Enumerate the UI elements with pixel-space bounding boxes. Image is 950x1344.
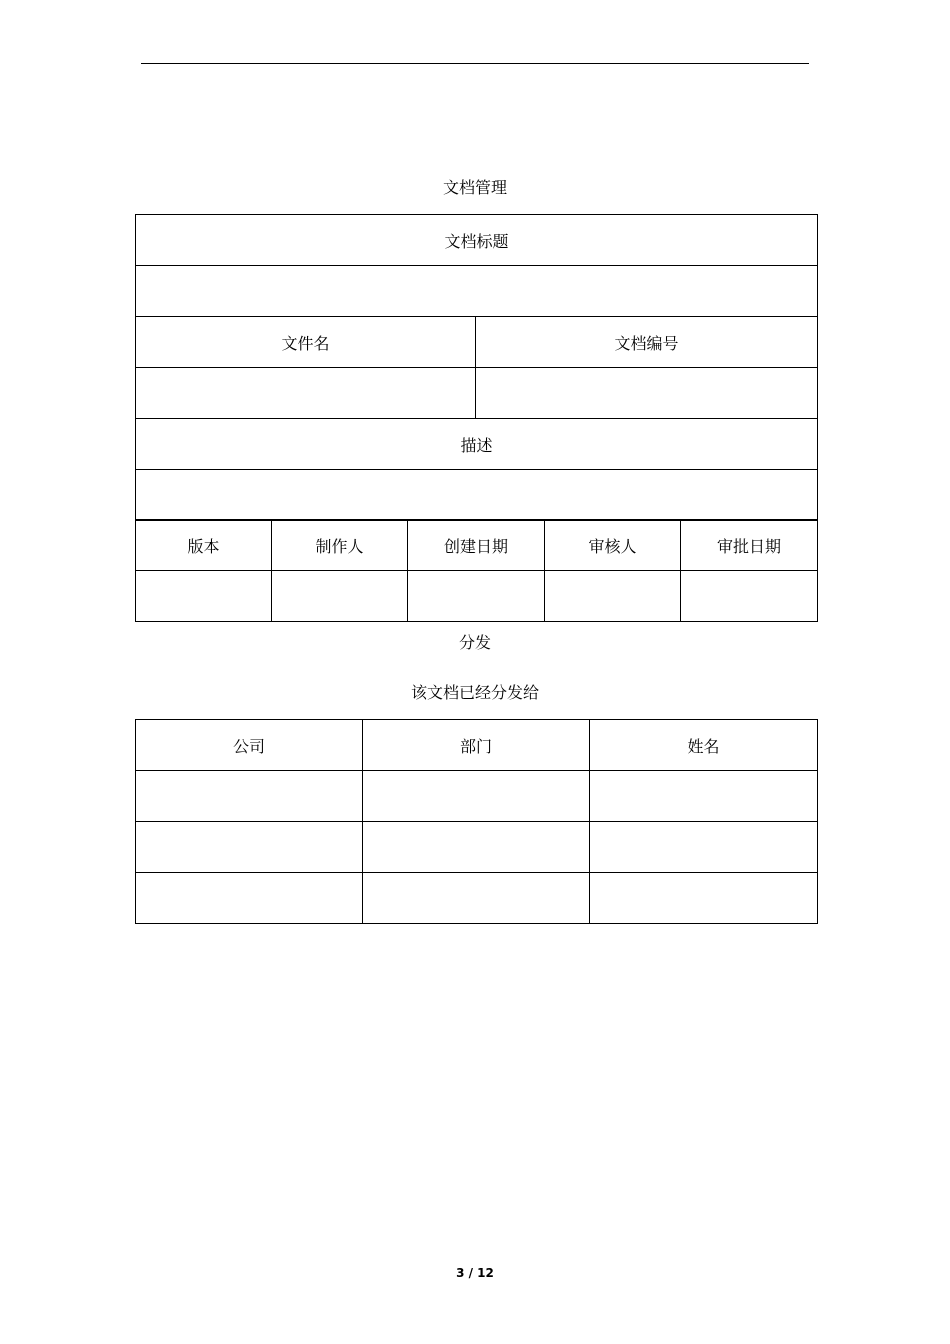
company-cell[interactable] — [136, 873, 363, 924]
table-row — [136, 771, 818, 822]
column-header-reviewer: 审核人 — [545, 520, 681, 571]
department-cell[interactable] — [363, 873, 590, 924]
column-header-approval-date: 审批日期 — [681, 520, 818, 571]
filename-value-cell[interactable] — [136, 368, 476, 419]
column-header-name: 姓名 — [590, 720, 818, 771]
column-header-company: 公司 — [136, 720, 363, 771]
table-row — [136, 720, 818, 771]
distribution-heading: 分发 — [458, 633, 491, 652]
header-rule — [141, 63, 809, 64]
version-value-cell[interactable] — [136, 571, 272, 622]
column-header-version: 版本 — [136, 520, 272, 571]
filename-label: 文件名 — [136, 317, 476, 368]
description-label: 描述 — [136, 419, 818, 470]
table-row — [136, 822, 818, 873]
name-cell[interactable] — [590, 873, 818, 924]
company-cell[interactable] — [136, 771, 363, 822]
table-row — [136, 419, 818, 470]
author-value-cell[interactable] — [272, 571, 408, 622]
created-date-value-cell[interactable] — [408, 571, 545, 622]
company-cell[interactable] — [136, 822, 363, 873]
document-info-table — [135, 214, 818, 521]
doc-title-label: 文档标题 — [136, 215, 818, 266]
department-cell[interactable] — [363, 822, 590, 873]
table-row — [136, 873, 818, 924]
table-row — [136, 520, 818, 571]
table-row — [136, 368, 818, 419]
department-cell[interactable] — [363, 771, 590, 822]
table-row — [136, 470, 818, 521]
name-cell[interactable] — [590, 771, 818, 822]
table-row — [136, 571, 818, 622]
version-info-table — [135, 519, 818, 622]
doc-title-value-cell[interactable] — [136, 266, 818, 317]
column-header-author: 制作人 — [272, 520, 408, 571]
distribution-subheading: 该文档已经分发给 — [410, 683, 539, 702]
doc-number-value-cell[interactable] — [476, 368, 818, 419]
column-header-created-date: 创建日期 — [408, 520, 545, 571]
name-cell[interactable] — [590, 822, 818, 873]
table-row — [136, 215, 818, 266]
column-header-department: 部门 — [363, 720, 590, 771]
description-value-cell[interactable] — [136, 470, 818, 521]
page-indicator: 3 / 12 — [456, 1266, 494, 1280]
table-row — [136, 317, 818, 368]
approval-date-value-cell[interactable] — [681, 571, 818, 622]
doc-number-label: 文档编号 — [476, 317, 818, 368]
section-title: 文档管理 — [442, 178, 507, 197]
distribution-table — [135, 719, 818, 924]
table-row — [136, 266, 818, 317]
reviewer-value-cell[interactable] — [545, 571, 681, 622]
